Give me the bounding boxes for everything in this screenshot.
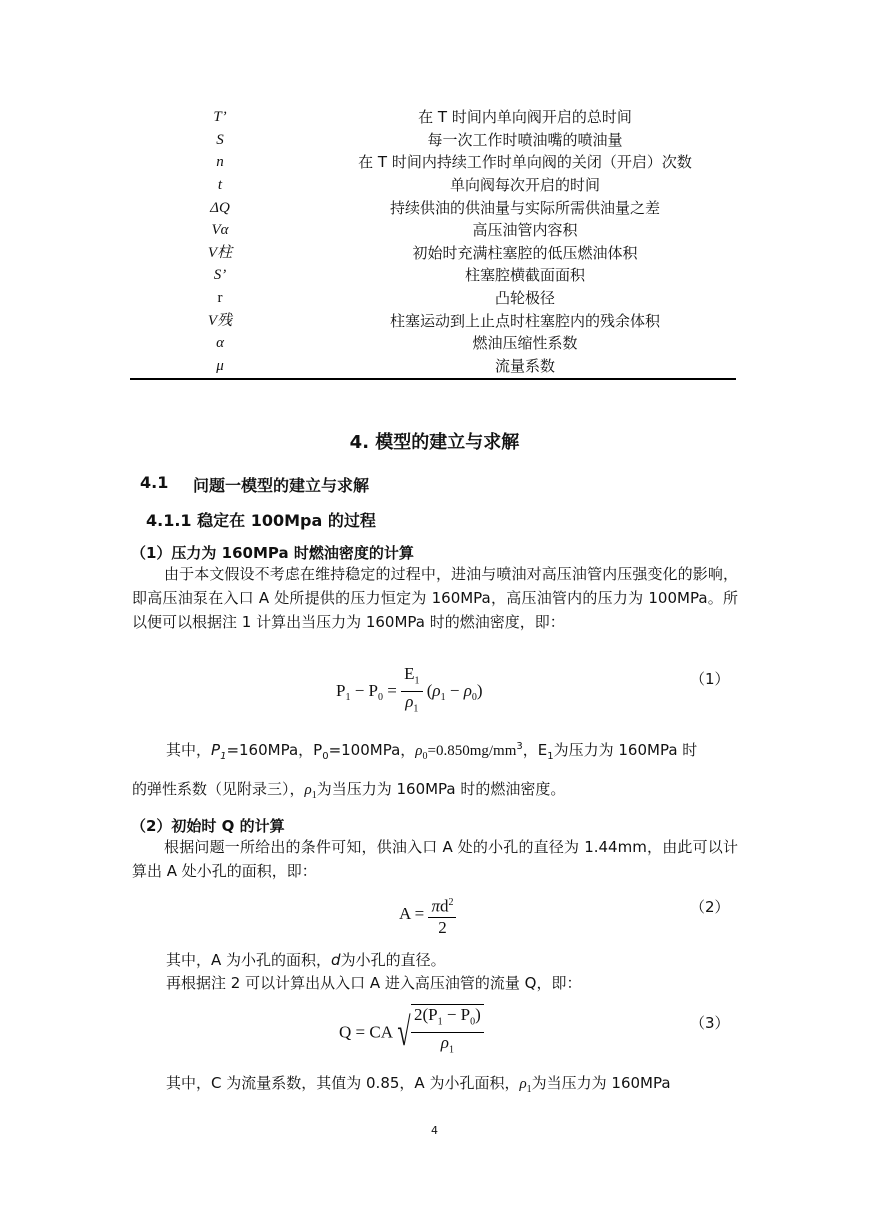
eq3-intro: 再根据注 2 可以计算出从入口 A 进入高压油管的流量 Q，即： — [166, 974, 582, 992]
symbol-r: r — [217, 290, 223, 306]
eq2-text-b: 为小孔的直径。 — [340, 951, 446, 969]
desc-V-residual: 柱塞运动到上止点时柱塞腔内的残余体积 — [389, 312, 660, 330]
subsubsection-title: 4.1.1 稳定在 100Mpa 的过程 — [146, 511, 376, 530]
equation-1-number: （1） — [690, 670, 730, 688]
part2-heading: （2）初始时 Q 的计算 — [131, 817, 285, 835]
eq1-text-f: 为压力为 160MPa 时 — [553, 741, 698, 759]
desc-n: 在 T 时间内持续工作时单向阀的关闭（开启）次数 — [358, 153, 692, 171]
symbol-t: t — [217, 177, 223, 193]
section-title: 4. 模型的建立与求解 — [349, 432, 520, 453]
eq1-text-a: 其中， — [166, 741, 212, 759]
page-number: 4 — [431, 1124, 438, 1137]
eq1-text-h: 为当压力为 160MPa 时的燃油密度。 — [316, 780, 566, 798]
eq1-explanation-line1: 其中，$P_1=160MPa$，$P_0=100MPa$，$\rho_0=0.850mg/mm^3$，$E_1$为压力为 160MPa 时 — [166, 741, 698, 762]
eq2-explanation — [166, 948, 446, 972]
equation-2-number: （2） — [690, 898, 730, 916]
symbol-rho1-b: $\rho_1$ — [519, 1076, 532, 1095]
equation-3: Q = CA √ $\frac{2(P_1 - P_0)}{\rho_1}$ — [339, 1004, 484, 1061]
symbol-rho1: $\rho_1$ — [304, 782, 317, 801]
part1-paragraph: 由于本文假设不考虑在维持稳定的过程中，进油与喷油对高压油管内压强变化的影响，即高压油泵在入口 A 处所提供的压力恒定为 160MPa，高压油管内的压力为 100MPa。所以便可以根据注 1 计算出当压力为 160MPa 时的燃油密度，即： — [132, 565, 738, 631]
symbol-T-prime: T’ — [213, 109, 227, 125]
symbol-mu: μ — [216, 358, 224, 374]
symbol-S: S — [216, 132, 224, 148]
eq2-text-a: 其中，A 为小孔的面积， — [166, 951, 332, 969]
symbol-alpha: α — [216, 335, 224, 351]
eq1-text-d: =0.850mg/mm — [427, 743, 517, 759]
desc-alpha: 燃油压缩性系数 — [472, 334, 578, 352]
symbol-V-plunger: V柱 — [207, 245, 233, 261]
desc-T-prime: 在 T 时间内单向阀开启的总时间 — [418, 108, 632, 126]
desc-t: 单向阀每次开启的时间 — [449, 176, 600, 194]
symbol-rho0: $\rho_0$ — [415, 743, 428, 762]
eq3-explanation — [166, 1071, 671, 1102]
eq3-text-b: 为当压力为 160MPa — [531, 1074, 671, 1092]
symbol-n: n — [216, 154, 224, 170]
symbol-V-alpha: Vα — [211, 222, 229, 238]
desc-delta-Q: 持续供油的供油量与实际所需供油量之差 — [389, 199, 660, 217]
desc-S: 每一次工作时喷油嘴的喷油量 — [427, 131, 623, 149]
subsection-number: 4.1 — [140, 473, 169, 492]
part2-paragraph: 根据问题一所给出的条件可知，供油入口 A 处的小孔的直径为 1.44mm，由此可以计算出 A 处小孔的面积，即： — [132, 838, 738, 880]
symbol-P1: $P_1$ — [211, 741, 227, 762]
symbol-V-residual: V残 — [207, 313, 233, 329]
part1-heading: （1）压力为 160MPa 时燃油密度的计算 — [131, 544, 414, 562]
desc-mu: 流量系数 — [494, 357, 555, 375]
symbol-S-prime: S’ — [213, 267, 227, 283]
symbol-delta-Q: ΔQ — [210, 200, 230, 216]
eq1-text-c: =100MPa， — [328, 741, 416, 759]
desc-V-alpha: 高压油管内容积 — [472, 221, 578, 239]
desc-S-prime: 柱塞腔横截面面积 — [464, 266, 585, 284]
table-bottom-rule — [130, 378, 736, 380]
symbol-d: d — [331, 951, 341, 969]
equation-1: $P_1 - P_0$ = $\frac{E_1}{\rho_1}$ $(\rho_1 - \rho_0)$ — [336, 664, 483, 715]
eq1-text-g: 的弹性系数（见附录三）， — [132, 780, 305, 798]
eq1-explanation-line2 — [132, 777, 565, 808]
desc-r: 凸轮极径 — [494, 289, 555, 307]
subsection-title: 问题一模型的建立与求解 — [193, 476, 370, 495]
equation-2: A = $\frac{\pi d^2}{2}$ — [399, 893, 456, 938]
eq1-text-b: =160MPa，P — [226, 741, 323, 759]
equation-3-number: （3） — [690, 1014, 730, 1032]
eq1-text-e: ，E — [522, 741, 548, 759]
desc-V-plunger: 初始时充满柱塞腔的低压燃油体积 — [412, 244, 638, 262]
eq3-text-a: 其中，C 为流量系数，其值为 0.85，A 为小孔面积， — [166, 1074, 520, 1092]
